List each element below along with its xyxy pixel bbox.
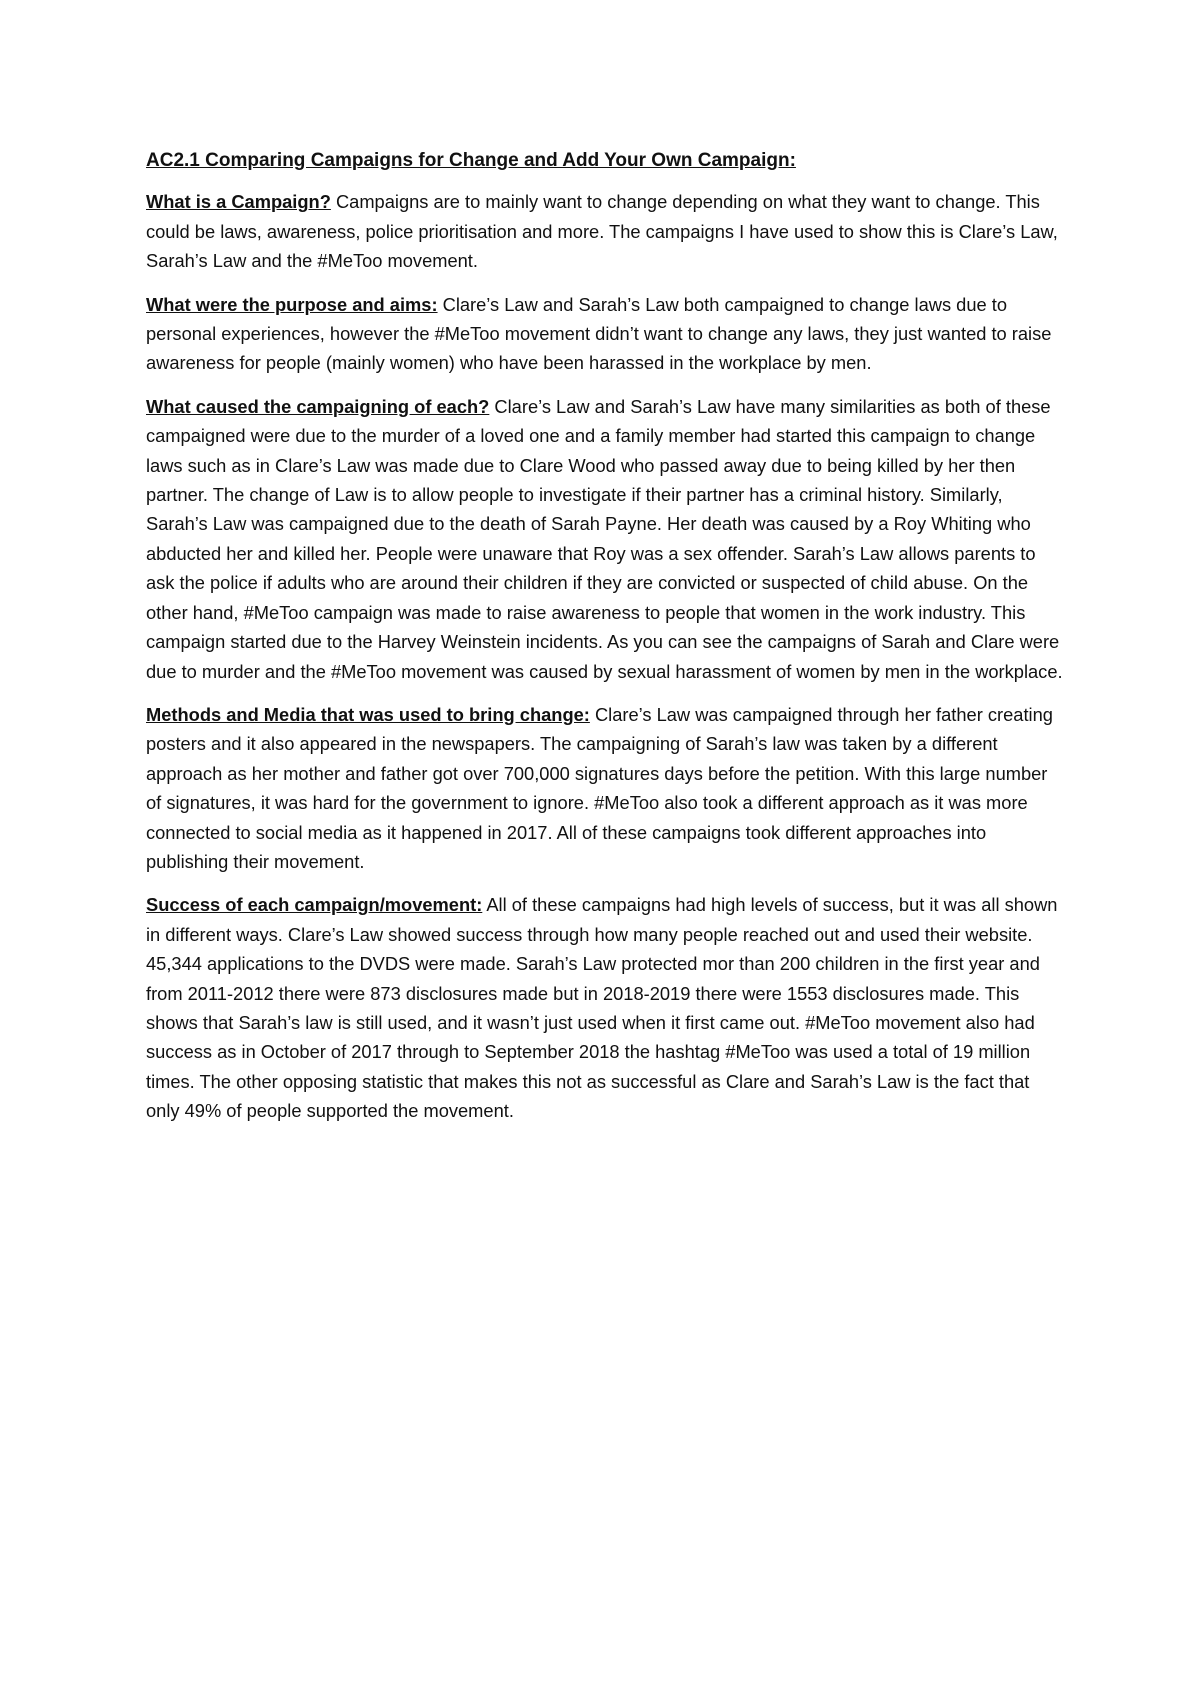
section-body: All of these campaigns had high levels of success, but it was all shown in different ways. Clare’s Law showed success through how many people reached out and used their website. 45,344 applications to the DVDS were made. Sarah’s Law protected mor than 200 children in the first year and from 2011-2012 there were 873 disclosures made but in 2018-2019 there were 1553 disclosures made. This shows that Sarah’s law is still used, and it wasn’t just used when it first came out. #MeToo movement also had success as in October of 2017 through to September 2018 the hashtag #MeToo was used a total of 19 million times. The other opposing statistic that makes this not as successful as Clare and Sarah’s Law is the fact that only 49% of people supported the movement.: [146, 894, 1058, 1122]
section-methods-media: [146, 700, 1066, 876]
document-page: [146, 146, 1066, 1140]
section-heading: Methods and Media that was used to bring change:: [146, 703, 590, 725]
section-purpose-aims: [146, 290, 1066, 378]
section-success: [146, 890, 1066, 1125]
section-heading: What caused the campaigning of each?: [146, 395, 490, 417]
section-body: Clare’s Law was campaigned through her father creating posters and it also appeared in the newspapers. The campaigning of Sarah’s law was taken by a different approach as her mother and father got over 700,000 signatures days before the petition. With this large number of signatures, it was hard for the government to ignore. #MeToo also took a different approach as it was more connected to social media as it happened in 2017. All of these campaigns took different approaches into publishing their movement.: [146, 703, 1053, 872]
section-heading: What is a Campaign?: [146, 191, 331, 213]
section-what-is-campaign: [146, 187, 1066, 275]
section-body: Clare’s Law and Sarah’s Law have many similarities as both of these campaigned were due to the murder of a loved one and a family member had started this campaign to change laws such as in Clare’s Law was made due to Clare Wood who passed away due to being killed by her then partner. The change of Law is to allow people to investigate if their partner has a criminal history. Similarly, Sarah’s Law was campaigned due to the death of Sarah Payne. Her death was caused by a Roy Whiting who abducted her and killed her. People were unaware that Roy was a sex offender. Sarah’s Law allows parents to ask the police if adults who are around their children if they are convicted or suspected of child abuse. On the other hand, #MeToo campaign was made to raise awareness to people that women in the work industry. This campaign started due to the Harvey Weinstein incidents. As you can see the campaigns of Sarah and Clare were due to murder and the #MeToo movement was caused by sexual harassment of women by men in the workplace.: [146, 395, 1063, 682]
section-body: Campaigns are to mainly want to change depending on what they want to change. This could be laws, awareness, police prioritisation and more. The campaigns I have used to show this is Clare’s Law, Sarah’s Law and the #MeToo movement.: [146, 191, 1058, 272]
section-heading: Success of each campaign/movement:: [146, 894, 483, 916]
section-heading: What were the purpose and aims:: [146, 293, 438, 315]
section-body: Clare’s Law and Sarah’s Law both campaigned to change laws due to personal experiences, however the #MeToo movement didn’t want to change any laws, they just wanted to raise awareness for people (mainly women) who have been harassed in the workplace by men.: [146, 293, 1052, 374]
document-title: AC2.1 Comparing Campaigns for Change and Add Your Own Campaign:: [146, 150, 796, 171]
section-causes: [146, 392, 1066, 686]
